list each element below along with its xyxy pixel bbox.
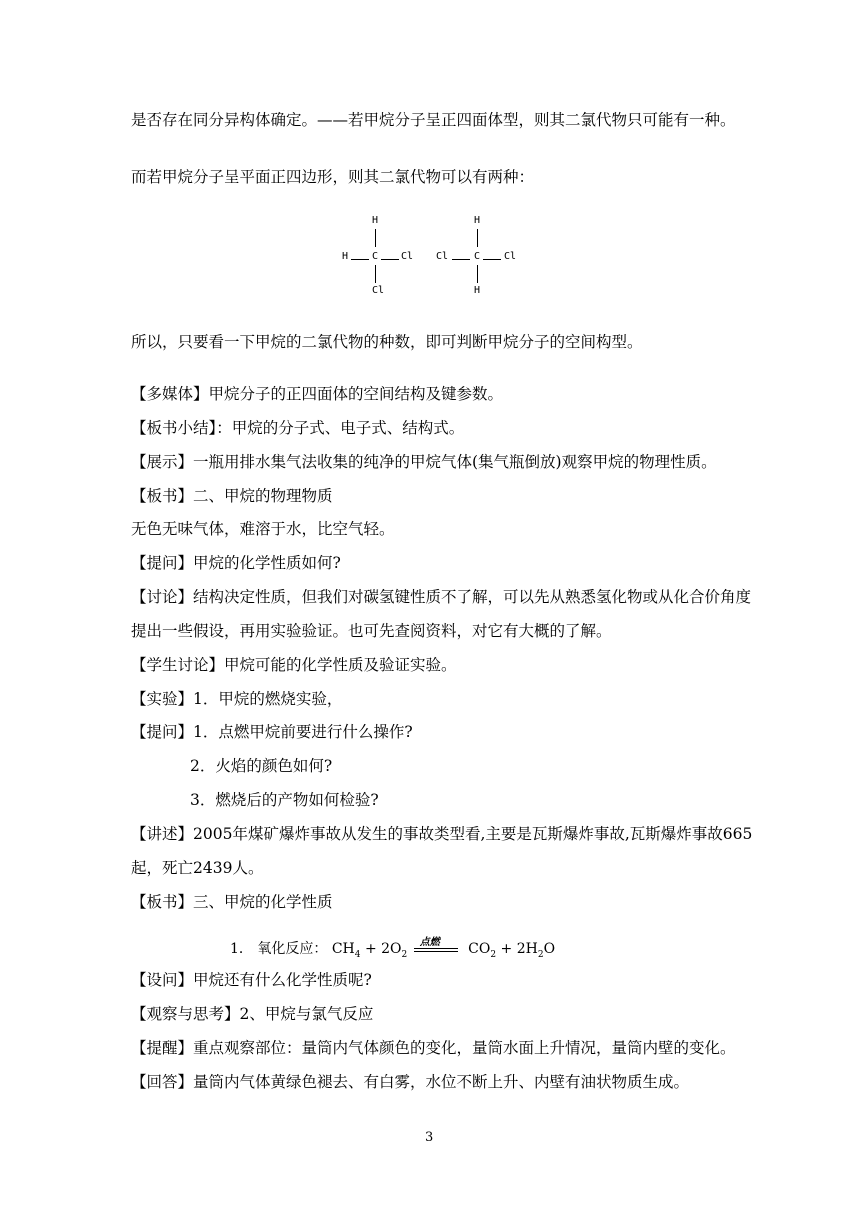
structural-formulas	[338, 215, 538, 305]
bond-line	[375, 265, 376, 283]
reaction-condition: 点燃	[419, 937, 440, 948]
text-line: 【板书小结】：甲烷的分子式、电子式、结构式。	[131, 419, 465, 437]
equation-label: 氧化反应：	[257, 941, 328, 957]
text-line: 【讨论】结构决定性质，但我们对碳氢键性质不了解，可以先从熟悉氢化物或从化合价角度	[131, 588, 752, 606]
atom-label: Cl	[504, 251, 517, 262]
bond-line	[477, 265, 478, 283]
text-line: 无色无味气体，难溶于水，比空气轻。	[131, 520, 395, 538]
atom-label: H	[474, 285, 481, 296]
text-line: 【提问】1．点燃甲烷前要进行什么操作?	[131, 723, 413, 741]
reaction-arrow	[414, 939, 462, 959]
text-line: 【提醒】重点观察部位：量筒内气体颜色的变化，量筒水面上升情况，量筒内壁的变化。	[131, 1039, 736, 1057]
combustion-equation	[230, 938, 555, 960]
atom-label: H	[372, 215, 379, 226]
text-line: 【设问】甲烷还有什么化学性质呢?	[131, 971, 372, 989]
text-line: 【回答】量筒内气体黄绿色褪去、有白雾，水位不断上升、内壁有油状物质生成。	[131, 1073, 690, 1091]
plus-sign: +	[500, 941, 513, 957]
bond-line	[483, 259, 501, 260]
bond-line	[452, 259, 470, 260]
atom-label: C	[474, 251, 481, 262]
text-line: 2．火焰的颜色如何?	[190, 757, 333, 775]
text-line: 3．燃烧后的产物如何检验?	[190, 791, 379, 809]
atom-label: Cl	[372, 285, 385, 296]
text-line: 是否存在同分异构体确定。——若甲烷分子呈正四面体型，则其二氯代物只可能有一种。	[131, 111, 736, 129]
atom-label: C	[372, 251, 379, 262]
page-number: 3	[425, 1130, 434, 1145]
atom-label: H	[342, 251, 349, 262]
text-line: 【学生讨论】甲烷可能的化学性质及验证实验。	[131, 656, 457, 674]
text-line: 【讲述】2005年煤矿爆炸事故从发生的事故类型看,主要是瓦斯爆炸事故,瓦斯爆炸事故665	[131, 825, 753, 843]
text-line: 【观察与思考】2、甲烷与氯气反应	[131, 1005, 374, 1023]
bond-line	[375, 229, 376, 247]
text-line: 【展示】一瓶用排水集气法收集的纯净的甲烷气体(集气瓶倒放)观察甲烷的物理性质。	[131, 453, 717, 471]
atom-label: H	[474, 215, 481, 226]
equation-number: 1．	[230, 941, 253, 957]
plus-sign: +	[364, 941, 377, 957]
atom-label: Cl	[436, 251, 449, 262]
bond-line	[351, 259, 369, 260]
atom-label: Cl	[401, 251, 414, 262]
text-line: 所以，只要看一下甲烷的二氯代物的种数，即可判断甲烷分子的空间构型。	[131, 333, 643, 351]
text-line: 起，死亡2439人。	[131, 859, 264, 877]
bond-line	[477, 229, 478, 247]
text-line: 【多媒体】甲烷分子的正四面体的空间结构及键参数。	[131, 385, 504, 403]
text-line: 【提问】甲烷的化学性质如何?	[131, 554, 341, 572]
text-line: 【板书】二、甲烷的物理物质	[131, 487, 333, 505]
text-line: 提出一些假设，再用实验验证。也可先查阅资料，对它有大概的了解。	[131, 622, 612, 640]
reactant-oxygen: $2O_2$	[381, 941, 408, 960]
text-line: 而若甲烷分子呈平面正四边形，则其二氯代物可以有两种：	[131, 168, 535, 186]
text-line: 【实验】1．甲烷的燃烧实验，	[131, 690, 343, 708]
text-line: 【板书】三、甲烷的化学性质	[131, 893, 333, 911]
product-co2: $CO_2$	[468, 941, 497, 960]
reactant-methane: $CH_4$	[331, 941, 361, 960]
product-water: $2H_2O$	[516, 941, 556, 960]
bond-line	[381, 259, 399, 260]
